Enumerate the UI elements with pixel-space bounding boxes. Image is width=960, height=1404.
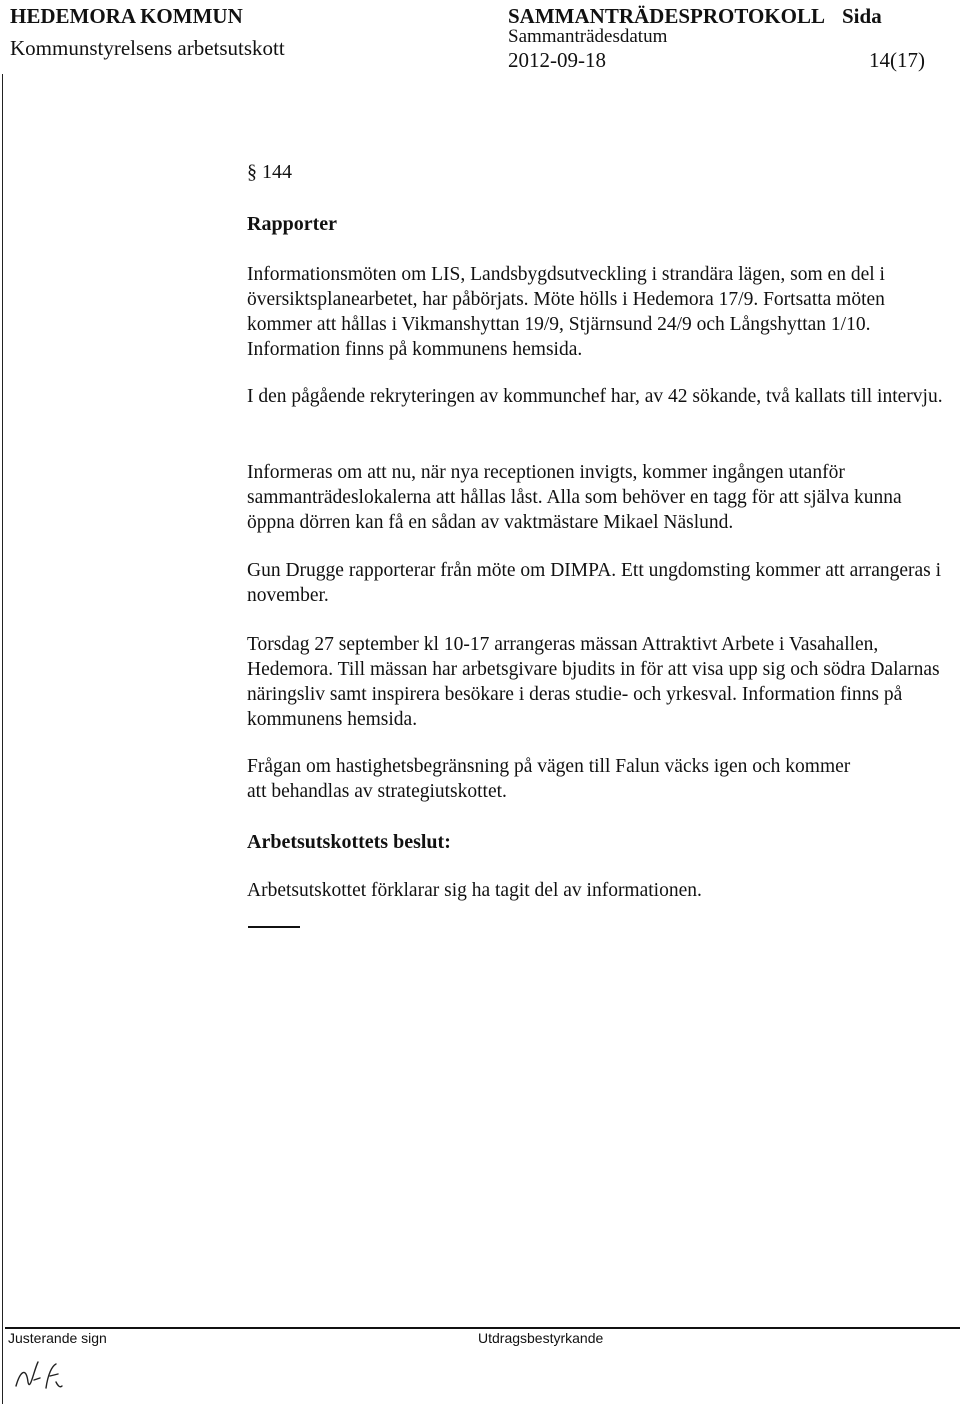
- section-title: Rapporter: [247, 213, 337, 235]
- paragraph-recruitment: I den pågående rekryteringen av kommunchef har, av 42 sökande, två kallats till intervju.: [247, 386, 943, 407]
- paragraph-fair: Torsdag 27 september kl 10-17 arrangeras mässan Attraktivt Arbete i Vasahallen, Hedemora. Till mässan har arbetsgivare bjudits in för att visa upp sig och södra Dalarnas näringsliv samt inspirera besökare i deras studie- och yrkesval. Information finns på kommunens hemsida.: [247, 634, 940, 730]
- page-label: Sida: [842, 4, 882, 28]
- doc-type: SAMMANTRÄDESPROTOKOLL: [508, 4, 825, 28]
- paragraph-dimpa: Gun Drugge rapporterar från möte om DIMPA. Ett ungdomsting kommer att arrangeras i november.: [247, 560, 942, 606]
- extract-label: Utdragsbestyrkande: [478, 1330, 604, 1346]
- paragraph-reception: Informeras om att nu, när nya receptionen invigts, kommer ingången utanför sammanträdeslokalerna att hållas låst. Alla som behöver en tagg för att själva kunna öppna dörren kan få en sådan av vaktmästare Mikael Näslund.: [247, 462, 902, 533]
- handwritten-initials: [10, 1352, 100, 1400]
- footer-rule: [5, 1327, 960, 1329]
- separator-line: [248, 926, 300, 928]
- decision-heading: Arbetsutskottets beslut:: [247, 831, 451, 853]
- paragraph-speed-limit: Frågan om hastighetsbegränsning på vägen till Falun väcks igen och kommer att behandlas av strategiutskottet.: [247, 756, 851, 802]
- org-name: HEDEMORA KOMMUN: [10, 4, 243, 28]
- section-number: § 144: [247, 161, 292, 183]
- meeting-date: 2012-09-18: [508, 48, 606, 72]
- decision-text: Arbetsutskottet förklarar sig ha tagit del av informationen.: [247, 880, 702, 901]
- paragraph-lis: Informationsmöten om LIS, Landsbygdsutveckling i strandära lägen, som en del i översiktsplanearbetet, har påbörjats. Möte hölls i Hedemora 17/9. Fortsatta möten kommer att hållas i Vikmanshyttan 19/9, Stjärnsund 24/9 och Långshyttan 1/10. Information finns på kommunens hemsida.: [247, 264, 885, 360]
- committee-name: Kommunstyrelsens arbetsutskott: [10, 36, 285, 60]
- left-margin-rule: [2, 74, 3, 1404]
- sign-label: Justerande sign: [8, 1330, 107, 1346]
- date-label: Sammanträdesdatum: [508, 26, 668, 47]
- page-number: 14(17): [869, 48, 925, 72]
